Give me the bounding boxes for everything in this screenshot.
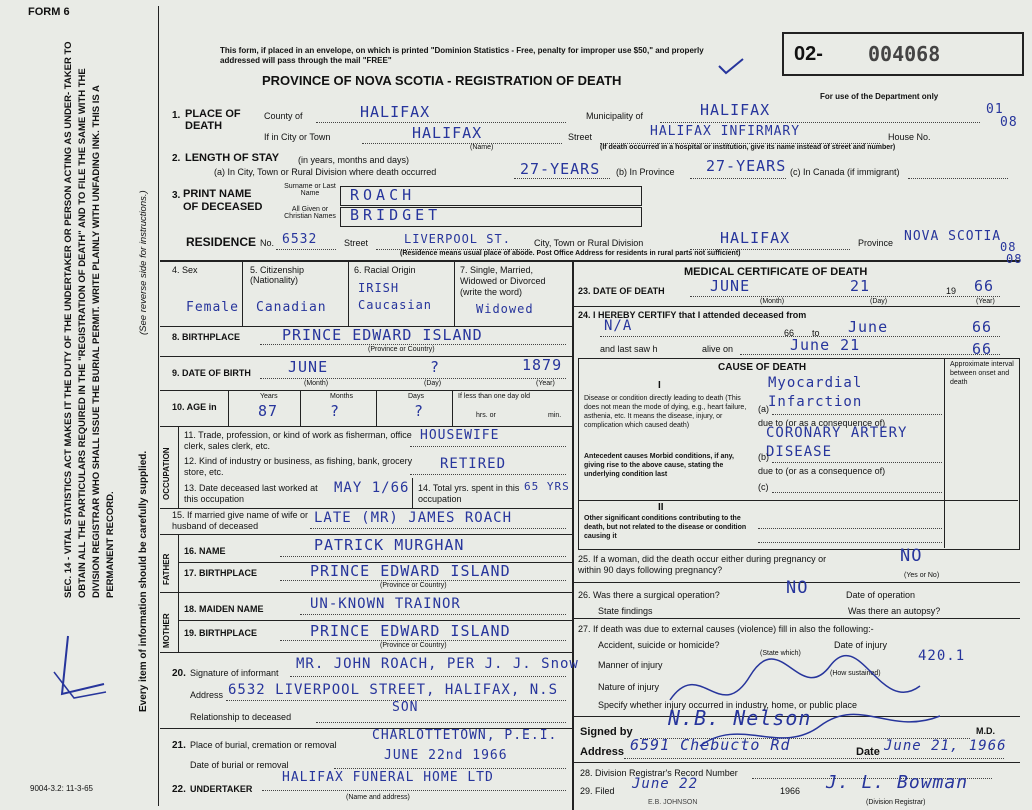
autopsy-label: Was there an autopsy? (848, 606, 941, 616)
cause-c-label: (c) (758, 482, 769, 492)
row-8-bottom (160, 356, 572, 357)
undertaker-value: HALIFAX FUNERAL HOME LTD (282, 770, 494, 785)
attend-from-year: 66 (784, 328, 795, 338)
cause-c-line (772, 492, 942, 493)
stay-label: LENGTH OF STAY (185, 152, 280, 164)
alive-year: 66 (972, 340, 993, 358)
cause-b-line (772, 462, 942, 463)
informant-sig-label: Signature of informant (190, 668, 279, 678)
dob-day-caption: (Day) (424, 380, 442, 387)
total-years-label: 14. Total yrs. spent in this occupation (418, 483, 520, 504)
surgery-label: 26. Was there a surgical operation? (578, 590, 720, 600)
dod-bottom (574, 306, 1020, 307)
certify-label: 24. I HEREBY CERTIFY that I attended deceased from (578, 310, 807, 320)
divider-main (160, 260, 1020, 262)
age-label: 10. AGE in (172, 402, 217, 412)
residence-label: RESIDENCE (186, 235, 257, 249)
dob-year: 1879 (522, 356, 563, 374)
county-line (316, 122, 566, 123)
check-mark-icon (716, 56, 746, 76)
mother-birthplace-label: 19. BIRTHPLACE (184, 628, 258, 638)
dept-code-4: 08 (1006, 252, 1023, 266)
name-num: 3. (172, 190, 181, 201)
dob-line (260, 378, 566, 379)
manner-label: Manner of injury (598, 660, 663, 670)
yes-no-caption: (Yes or No) (904, 572, 940, 579)
surname-label: Surname or Last Name (284, 183, 336, 197)
occupation-side (178, 426, 179, 508)
dod-month-caption: (Month) (760, 298, 785, 305)
res-city-label: City, Town or Rural Division (534, 238, 644, 248)
md-label: M.D. (976, 726, 995, 736)
reg-record-label: 28. Division Registrar's Record Number (580, 768, 738, 778)
stay-a-label: (a) In City, Town or Rural Division where death occurred (214, 167, 437, 177)
dob-label: 9. DATE OF BIRTH (172, 368, 251, 378)
med-address: 6591 Chebucto Rd (630, 736, 791, 754)
informant-sig-line (290, 676, 566, 677)
county-value: HALIFAX (360, 103, 431, 121)
informant-num: 20. (172, 668, 186, 679)
age-days: ? (414, 402, 425, 420)
dod-year-prefix: 19 (946, 286, 957, 296)
sex-label: 4. Sex (172, 265, 198, 275)
every-item-note: Every item of information should be carefully supplied. (138, 450, 149, 712)
res-no-line (276, 249, 336, 250)
marital-value: Widowed (476, 302, 534, 316)
row-10-bottom (160, 426, 572, 427)
marital-label: 7. Single, Married, Widowed or Divorced (write the word) (460, 265, 546, 297)
spouse-label: 15. If married give name of wife or husband of deceased (172, 510, 309, 531)
cause-title: CAUSE OF DEATH (718, 362, 807, 373)
side-divider (158, 6, 159, 806)
father-birthplace-line (280, 580, 566, 581)
medical-title: MEDICAL CERTIFICATE OF DEATH (684, 266, 868, 278)
row-9-bottom (160, 390, 572, 391)
last-worked-value: MAY 1/66 (334, 480, 410, 496)
cause-b-label: (b) (758, 452, 769, 462)
informant-address: 6532 LIVERPOOL STREET, HALIFAX, N.S (228, 682, 559, 698)
city-label: If in City or Town (264, 132, 331, 142)
attend-to: June (848, 318, 889, 336)
res-province-value: NOVA SCOTIA (904, 229, 1002, 244)
days-label: Days (408, 393, 424, 400)
dod-year-caption: (Year) (976, 298, 995, 305)
residence-note: (Residence means usual place of abode. Post Office Address for residents in rural parts not sufficient) (400, 250, 741, 257)
part-two-divider (578, 500, 1018, 501)
mother-birthplace: PRINCE EDWARD ISLAND (310, 622, 511, 640)
sex-value: Female (186, 300, 239, 315)
age-div-3 (376, 390, 377, 426)
reg-prefix: 02- (794, 43, 823, 65)
johnson-stamp: E.B. JOHNSON (648, 799, 698, 806)
signature-scribble (660, 636, 960, 766)
undertaker-num: 22. (172, 784, 186, 795)
last-saw-label: and last saw h (600, 344, 658, 354)
institution-note: (If death occurred in a hospital or institution, give its name instead of street and number) (600, 144, 896, 151)
attend-to-year: 66 (972, 318, 993, 336)
registrar-caption: (Division Registrar) (866, 799, 926, 806)
filed-label: 29. Filed (580, 786, 615, 796)
antecedent-label: Antecedent causes Morbid conditions, if any, giving rise to the above cause, stating the underlying condition last (584, 453, 735, 478)
med-date-label: Date (856, 746, 880, 758)
street-value: HALIFAX INFIRMARY (650, 124, 801, 139)
interval-divider (944, 358, 945, 548)
external-label: 27. If death was due to external causes (violence) fill in also the following:- (578, 624, 874, 634)
given-label: All Given or Christian Names (284, 206, 336, 220)
relationship-line (316, 722, 566, 723)
work-place-label: Specify whether injury occurred in industry, home, or public place (598, 700, 857, 710)
due-to-1: due to (or as a consequence of) (758, 418, 886, 428)
how-sustained-caption: (How sustained) (830, 670, 881, 677)
surg-bottom (574, 618, 1020, 619)
industry-line (410, 474, 566, 475)
racial-divider (454, 262, 455, 326)
spouse-value: LATE (MR) JAMES ROACH (314, 510, 513, 526)
house-label: House No. (888, 132, 931, 142)
burial-date-label: Date of burial or removal (190, 760, 289, 770)
reverse-note: (See reverse side for instructions.) (138, 190, 149, 335)
res-province-label: Province (858, 238, 894, 248)
informant-sig: MR. JOHN ROACH, PER J. J. Snow (296, 656, 579, 672)
occupation-bottom (160, 508, 572, 509)
res-street-value: LIVERPOOL ST. (404, 232, 511, 246)
res-street-label: Street (344, 238, 369, 248)
dod-day: 21 (850, 277, 871, 295)
form-code: 9004-3.2: 11-3-65 (30, 784, 94, 793)
maiden-value: UN-KNOWN TRAINOR (310, 596, 461, 612)
age-months: ? (330, 402, 341, 420)
mother-section: MOTHER (162, 613, 171, 648)
age-div-4 (452, 390, 453, 426)
dod-label: 23. DATE OF DEATH (578, 286, 665, 296)
due-to-2: due to (or as a consequence of) (758, 466, 886, 476)
age-years: 87 (258, 402, 279, 420)
interval-label: Approximate interval between onset and death (950, 361, 1014, 386)
surgery-value: NO (786, 578, 809, 598)
age-div-1 (228, 390, 229, 426)
city-line (362, 143, 562, 144)
mother-birthplace-line (280, 640, 566, 641)
place-label: PLACE OF DEATH (185, 108, 241, 132)
years-label: Years (260, 393, 278, 400)
stay-units: (in years, months and days) (298, 155, 410, 165)
physician-signature: N.B. Nelson (668, 706, 812, 730)
mother-side (178, 592, 179, 652)
father-bottom (160, 592, 572, 593)
med-date: June 21, 1966 (884, 738, 1007, 754)
accident-label: Accident, suicide or homicide? (598, 640, 720, 650)
industry-value: RETIRED (440, 456, 507, 472)
mother-bottom (160, 652, 572, 653)
dob-day: ? (430, 358, 441, 376)
column-divider (572, 262, 574, 810)
months-label: Months (330, 393, 353, 400)
injury-date-label: Date of injury (834, 640, 888, 650)
dob-month-caption: (Month) (304, 380, 329, 387)
undertaker-label: UNDERTAKER (190, 784, 253, 794)
county-label: County of (264, 111, 303, 121)
side-check-mark (48, 632, 110, 704)
birthplace-line (260, 344, 566, 345)
citizenship-label: 5. Citizenship (Nationality) (250, 265, 305, 285)
dob-month: JUNE (288, 358, 329, 376)
racial-label: 6. Racial Origin (354, 265, 416, 275)
res-city-value: HALIFAX (720, 229, 791, 247)
stay-num: 2. (172, 153, 181, 164)
res-no-label: No. (260, 238, 275, 248)
alive-on: June 21 (790, 336, 861, 354)
occupation-section: OCCUPATION (162, 447, 171, 500)
cause-a-label: (a) (758, 404, 769, 414)
state-which-caption: (State which) (760, 650, 801, 657)
form-number: FORM 6 (28, 6, 70, 18)
under-day-label: If less than one day old (458, 393, 530, 400)
to-label: to (812, 328, 820, 338)
trade-line (410, 446, 566, 447)
birthplace-label: 8. BIRTHPLACE (172, 332, 241, 342)
filed-date: June 22 (632, 776, 699, 792)
statute-text: SEC. 14 - VITAL STATISTICS ACT MAKES IT THE DUTY OF THE UNDERTAKER OR PERSON ACTING AS UNDER- TAKER TO OBTAIN ALL THE PARTICULARS REQUIRED IN THE "REGISTRATION OF DEATH" AND TO FILE THE SAME WITH THE DIVISION REGISTRAR WHO SHALL ISSUE THE BURIAL PERMIT. WRITE PLAINLY WITH UNFADING INK. THIS IS A PERMANENT RECORD. (63, 41, 116, 598)
father-name-line (280, 556, 566, 557)
dod-day-caption: (Day) (870, 298, 888, 305)
municipality-value: HALIFAX (700, 101, 771, 119)
father-name: PATRICK MURGHAN (314, 536, 465, 554)
stay-a-line (514, 178, 610, 179)
dept-code-2: 08 (1000, 115, 1018, 130)
dod-line (690, 296, 1000, 297)
pregnancy-label: 25. If a woman, did the death occur either during pregnancy or within 90 days following pregnancy? (578, 554, 827, 575)
surgery-date-label: Date of operation (846, 590, 916, 600)
occ-div (412, 478, 413, 508)
registrar-signature: J. L. Bowman (826, 772, 969, 793)
other-conditions-label: Other significant conditions contributing to the death, but not related to the disease or condition causing it (584, 515, 747, 540)
min-label: min. (548, 412, 562, 419)
dept-code-1: 01 (986, 102, 1004, 117)
relationship-label: Relationship to deceased (190, 712, 292, 722)
alive-label: alive on (702, 344, 734, 354)
last-worked-label: 13. Date deceased last worked at this occupation (184, 483, 318, 504)
stay-c-label: (c) In Canada (if immigrant) (790, 167, 900, 177)
direct-cause-label: Disease or condition directly leading to death (This does not mean the mode of dying, e.g., heart failure, asthenia, etc. It means the disease, injury, or complication which caused death) (584, 395, 747, 429)
citizen-divider (348, 262, 349, 326)
dod-year: 66 (974, 277, 995, 295)
trade-label: 11. Trade, profession, or kind of work as fisherman, office clerk, sales clerk, etc. (184, 430, 412, 451)
med-address-label: Address (580, 746, 625, 758)
birthplace-value: PRINCE EDWARD ISLAND (282, 326, 483, 344)
given-value: BRIDGET (350, 206, 442, 224)
spouse-bottom (160, 534, 572, 535)
dob-year-caption: (Year) (536, 380, 555, 387)
burial-place: CHARLOTTETOWN, P.E.I. (372, 728, 558, 743)
spouse-line (310, 528, 566, 529)
signed-label: Signed by (580, 726, 633, 738)
father-caption: (Province or Country) (380, 582, 447, 589)
attend-from: N/A (604, 318, 633, 334)
stay-b-label: (b) In Province (616, 167, 675, 177)
burial-num: 21. (172, 740, 186, 751)
stay-a-value: 27-YEARS (520, 160, 601, 178)
dept-code-3: 08 (1000, 240, 1017, 254)
stay-b-value: 27-YEARS (706, 157, 787, 175)
res-no-value: 6532 (282, 232, 318, 247)
alive-line (740, 354, 1000, 355)
other-line-1 (758, 528, 942, 529)
dept-use-label: For use of the Department only (820, 92, 939, 101)
cause-a-line (772, 414, 942, 415)
undertaker-caption: (Name and address) (346, 794, 410, 801)
reg-number: 004068 (868, 42, 941, 66)
sex-divider (242, 262, 243, 326)
mother-caption: (Province or Country) (380, 642, 447, 649)
name-label: PRINT NAME OF DECEASED (183, 188, 263, 213)
citizenship-value: Canadian (256, 300, 327, 315)
nature-label: Nature of injury (598, 682, 660, 692)
burial-place-label: Place of burial, cremation or removal (190, 740, 337, 750)
street-label: Street (568, 132, 593, 142)
code-value: 420.1 (918, 648, 966, 664)
stay-c-line (908, 178, 1008, 179)
informant-relationship: SON (392, 700, 419, 715)
municipality-label: Municipality of (586, 111, 644, 121)
other-line-2 (758, 542, 942, 543)
father-birthplace: PRINCE EDWARD ISLAND (310, 562, 511, 580)
total-years-value: 65 YRS (524, 480, 570, 493)
burial-date: JUNE 22nd 1966 (384, 748, 508, 763)
father-section: FATHER (162, 553, 171, 585)
surname-value: ROACH (350, 186, 416, 204)
form-title: PROVINCE OF NOVA SCOTIA - REGISTRATION OF DEATH (262, 73, 622, 88)
filed-year: 1966 (780, 786, 801, 796)
postal-note: This form, if placed in an envelope, on which is printed "Dominion Statistics - Free, penalty for improper use $50," and properly addressed will pass through the mail "FREE" (220, 46, 704, 65)
name-caption: (Name) (470, 144, 494, 151)
pregnancy-value: NO (900, 546, 923, 566)
father-name-label: 16. NAME (184, 546, 226, 556)
mother-mid (178, 620, 572, 621)
cause-a: Myocardial Infarction (768, 375, 863, 410)
industry-label: 12. Kind of industry or business, as fishing, bank, grocery store, etc. (184, 456, 413, 477)
hrs-label: hrs. or (476, 412, 496, 419)
dod-month: JUNE (710, 277, 751, 295)
municipality-line (660, 122, 980, 123)
undertaker-line (262, 790, 566, 791)
stay-b-line (690, 178, 786, 179)
part-one: I (658, 380, 661, 391)
part-two: II (658, 502, 664, 513)
maiden-label: 18. MAIDEN NAME (184, 604, 264, 614)
racial-value: IRISH Caucasian (358, 281, 433, 312)
city-value: HALIFAX (412, 124, 483, 142)
state-findings-label: State findings (598, 606, 653, 616)
father-side (178, 534, 179, 592)
maiden-line (300, 614, 566, 615)
birthplace-caption: (Province or Country) (368, 346, 435, 353)
age-div-2 (300, 390, 301, 426)
cause-b: CORONARY ARTERY DISEASE (766, 425, 908, 460)
trade-value: HOUSEWIFE (420, 428, 500, 443)
informant-address-label: Address (190, 690, 224, 700)
place-num: 1. (172, 110, 181, 121)
burial-date-line (334, 768, 566, 769)
father-birthplace-label: 17. BIRTHPLACE (184, 568, 258, 578)
